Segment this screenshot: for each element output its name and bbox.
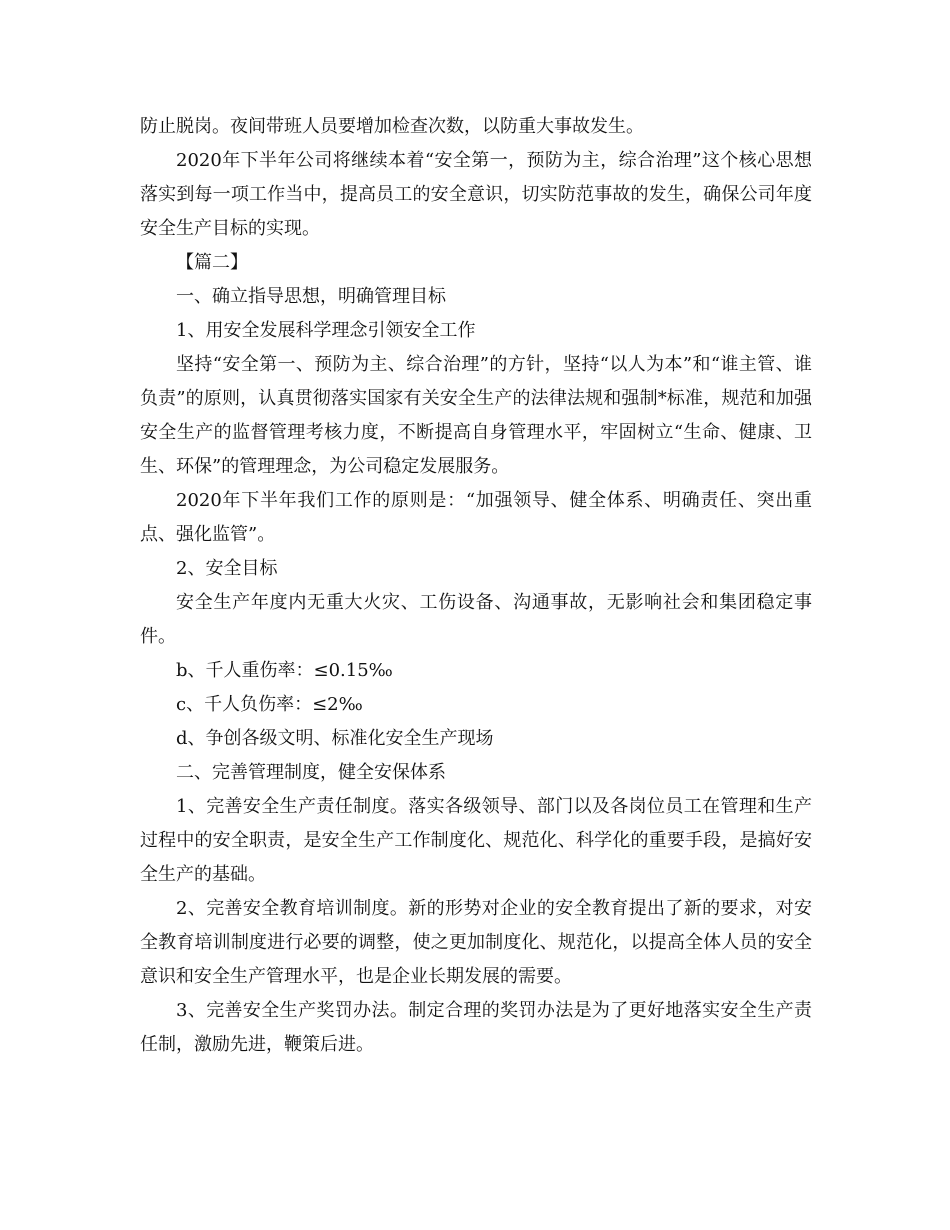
section-heading: 二、完善管理制度，健全安保体系: [176, 762, 446, 783]
paragraph: 2020年下半年公司将继续本着“安全第一，预防为主，综合治理”这个核心思想落实到每一项工作当中，提高员工的安全意识，切实防范事故的发生，确保公司年度安全生产目标的实现。: [140, 150, 812, 239]
paragraph: 2020年下半年我们工作的原则是：“加强领导、健全体系、明确责任、突出重点、强化监管”。: [140, 490, 812, 545]
paragraph: 防止脱岗。夜间带班人员要增加检查次数，以防重大事故发生。: [140, 116, 644, 137]
subsection-heading: 2、安全目标: [176, 558, 278, 579]
paragraph: 2、完善安全教育培训制度。新的形势对企业的安全教育提出了新的要求，对安全教育培训制度进行必要的调整，使之更加制度化、规范化，以提高全体人员的安全意识和安全生产管理水平，也是企业长期发展的需要。: [140, 898, 812, 987]
section-heading: 一、确立指导思想，明确管理目标: [176, 286, 446, 307]
paragraph: 1、完善安全生产责任制度。落实各级领导、部门以及各岗位员工在管理和生产过程中的安全职责，是安全生产工作制度化、规范化、科学化的重要手段，是搞好安全生产的基础。: [140, 796, 812, 885]
list-item: b、千人重伤率：≤0.15‰: [176, 660, 393, 681]
paragraph: 坚持“安全第一、预防为主、综合治理”的方针，坚持“以人为本”和“谁主管、谁负责”的原则，认真贯彻落实国家有关安全生产的法律法规和强制*标准，规范和加强安全生产的监督管理考核力度，不断提高自身管理水平，牢固树立“生命、健康、卫生、环保”的管理理念，为公司稳定发展服务。: [140, 354, 812, 477]
section-heading: 【篇二】: [176, 252, 248, 273]
document-body: [140, 110, 812, 1062]
subsection-heading: 1、用安全发展科学理念引领安全工作: [176, 320, 476, 341]
paragraph: 3、完善安全生产奖罚办法。制定合理的奖罚办法是为了更好地落实安全生产责任制，激励先进，鞭策后进。: [140, 1000, 812, 1055]
paragraph: 安全生产年度内无重大火灾、工伤设备、沟通事故，无影响社会和集团稳定事件。: [140, 592, 812, 647]
list-item: c、千人负伤率：≤2‰: [176, 694, 363, 715]
list-item: d、争创各级文明、标准化安全生产现场: [176, 728, 494, 749]
